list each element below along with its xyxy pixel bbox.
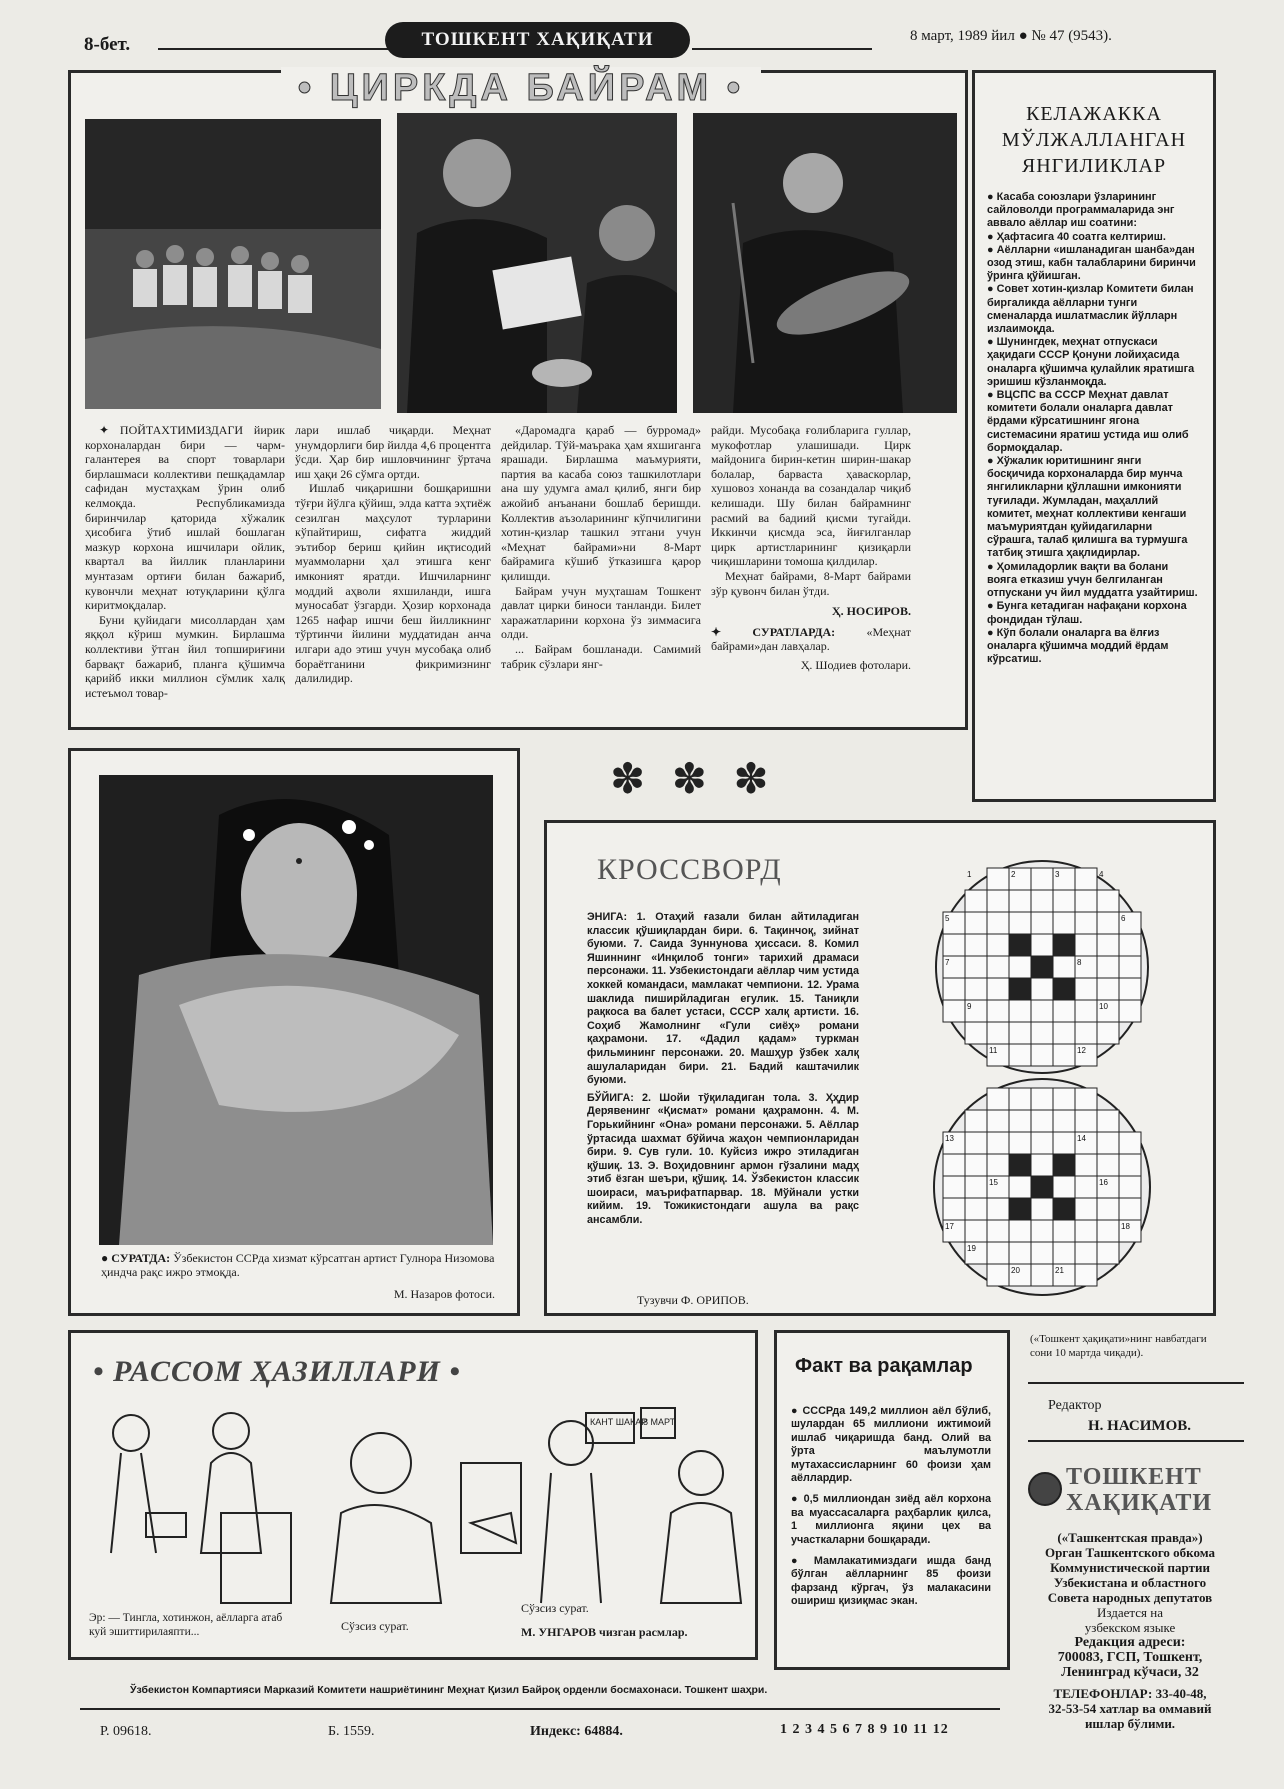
grid-number: 7 (945, 958, 950, 967)
r-code: Р. 09618. (100, 1724, 152, 1739)
news-sidebar (972, 70, 1216, 802)
grid-cell (943, 934, 965, 956)
fact-item: ● Мамлакатимиздаги ишда банд бўлган аёлларнинг 85 фоизи фарзанд кўргач, ўз малакасини ошириш қизиқмас экан. (791, 1555, 991, 1609)
crossword-grid (907, 859, 1177, 1299)
grid-cell (1009, 956, 1031, 978)
crossword-grid-graphic (907, 859, 1177, 1299)
circus-column-3 (501, 423, 701, 671)
grid-cell (965, 1110, 987, 1132)
grid-cell (987, 1242, 1009, 1264)
crossword-title: КРОССВОРД (597, 853, 782, 886)
grid-number: 8 (1077, 958, 1082, 967)
grid-cell (1031, 868, 1053, 890)
circus-column-4 (711, 423, 911, 673)
crossword-block (544, 820, 1216, 1316)
circus-column-1 (85, 423, 285, 700)
portrait-caption (101, 1251, 495, 1279)
grid-cell (987, 1154, 1009, 1176)
circus-paragraph: «Даромадга қараб — бурромад» дейдилар. Тўй-маърака ҳам яхшиганга ярашади. Бирлашма маъмурияти, партия ва касаба союз ташкилотлари ана шу удумга амал қилиб, янги бир ажойиб анъанани бошлаб беришди. Коллектив аъзоларининг кўпчилигини хотин-қизлар ташкил этгани учун «Меҳнат байрами»ни 8-Март байрамига кўшиб ўтказишга қарор қилишди. (501, 423, 701, 583)
index-code: Индекс: 64884. (530, 1724, 623, 1739)
grid-cell (1053, 1000, 1075, 1022)
grid-cell (1053, 1154, 1075, 1176)
masthead-rule-right (692, 48, 872, 50)
grid-cell (987, 1088, 1009, 1110)
down-clues (587, 1092, 859, 1228)
grid-cell (1053, 1198, 1075, 1220)
grid-cell (1097, 1242, 1119, 1264)
grid-cell (1075, 1154, 1097, 1176)
grid-number: 6 (1121, 914, 1126, 923)
photo-children-on-stage (85, 119, 381, 409)
grid-cell (987, 956, 1009, 978)
imprint-rule (80, 1708, 1000, 1710)
grid-cell (1075, 890, 1097, 912)
grid-cell (1075, 1110, 1097, 1132)
circus-caption (711, 625, 911, 654)
grid-cell (1097, 912, 1119, 934)
grid-cell (1097, 1220, 1119, 1242)
grid-number: 2 (1011, 870, 1016, 879)
grid-cell (1031, 1132, 1053, 1154)
grid-cell (1097, 1198, 1119, 1220)
grid-cell (1031, 1088, 1053, 1110)
grid-cell (943, 1198, 965, 1220)
page-number: 8-бет. (84, 34, 131, 55)
grid-cell (1053, 1242, 1075, 1264)
grid-cell (943, 1176, 965, 1198)
grid-cell (1097, 956, 1119, 978)
grid-cell (1097, 1132, 1119, 1154)
down-text: 2. Шойи тўқиладиган тола. 3. Ҳҳдир Дерявенинг «Қисмат» романи қаҳрамонн. 4. М. Горькийнинг «Она» романи персонажи. 5. Аёллар ўртасида шахмат бўйича жаҳон чемпионларидан бири. 9. Сув гули. 10. Куйсиз ижро этиладиган қўшиқ. 13. Э. Воҳидовнинг армон гўзалини мадҳ этиб ёзган шеъри, қўшиқ. 14. Ўзбекистон классик шоираси, маърифатпарвар. 18. Мўйнали устки кийим. 19. Тожикистондаги ашула ва рақс ансамбли. (587, 1091, 859, 1227)
portrait-block (68, 748, 520, 1316)
grid-cell (1053, 1110, 1075, 1132)
news-list (987, 191, 1201, 666)
grid-cell (1053, 1176, 1075, 1198)
caption-label: ● СУРАТДА: (101, 1251, 171, 1265)
grid-cell (1075, 1176, 1097, 1198)
news-item: ● Кўп болали оналарга ва ёлғиз оналарга қўшимча моддий ёрдам кўрсатиш. (987, 627, 1201, 667)
grid-cell (1097, 1154, 1119, 1176)
grid-cell (1031, 1000, 1053, 1022)
across-clues (587, 911, 859, 1088)
grid-cell (1009, 1044, 1031, 1066)
print-ticks: 1 2 3 4 5 6 7 8 9 10 11 12 (780, 1722, 949, 1737)
handshake-photo-graphic (397, 113, 677, 413)
grid-cell (1119, 1154, 1141, 1176)
grid-cell (1031, 956, 1053, 978)
across-label: ЭНИГА: (587, 911, 628, 923)
grid-cell (1031, 912, 1053, 934)
cartoon-caption-2: Сўзсиз сурат. (341, 1619, 409, 1633)
grid-cell (1053, 956, 1075, 978)
circus-article (68, 67, 968, 730)
grid-cell (1009, 978, 1031, 1000)
grid-number: 9 (967, 1002, 972, 1011)
grid-number: 19 (967, 1244, 976, 1253)
cartoon-caption-3: Сўзсиз сурат. (521, 1601, 589, 1615)
grid-number: 13 (945, 1134, 954, 1143)
grid-cell (1119, 1198, 1141, 1220)
photo-credit: Ҳ. Шодиев фотолари. (800, 657, 911, 672)
portrait-credit: М. Назаров фотоси. (393, 1287, 495, 1301)
cartoon-sign-1: КАНТ ШАКАР (590, 1417, 648, 1427)
lang-line: Издается на (1096, 1605, 1163, 1620)
circus-author: Ҳ. НОСИРОВ. (831, 604, 911, 619)
grid-cell (1053, 934, 1075, 956)
circus-paragraph: лари ишлаб чиқарди. Меҳнат унумдорлиги бир йилда 4,6 процентга ўсди. Ҳар бир ишловчининг ўртача иш ҳақи 26 сўмга ортди. (295, 423, 491, 481)
grid-cell (1009, 1132, 1031, 1154)
grid-cell (987, 934, 1009, 956)
grid-cell (1053, 1088, 1075, 1110)
grid-cell (1119, 1132, 1141, 1154)
news-item: ● Аёлларни «ишланадиган шанба»дан озод этиш, кабн талабларини биринчи ўринга қўйишган. (987, 244, 1201, 284)
circus-paragraph: райди. Мусобақа ғолибларига гуллар, мукофотлар улашишади. Цирк майдонига бирин-кетин ширин-шакар болалар, барваста ҳаваскорлар, хушовоз хонанда ва созандалар чиқиб келишади. Шу билан байрамнинг расмий ва бадиий қисми тугайди. Иккинчи қисмда эса, йиғилганлар цирк артистларининг қизиқарли чиқишларини томоша қилдилар. (711, 423, 911, 569)
cartoon-sign-2: 8 МАРТ (643, 1417, 676, 1427)
grid-cell (1031, 1176, 1053, 1198)
editor-label: Редактор (1048, 1398, 1102, 1413)
caption-text: Ўзбекистон ССРда хизмат кўрсатган артист Гулнора Низомова ҳиндча рақс ижро этмоқда. (101, 1251, 495, 1280)
grid-cell (1053, 1044, 1075, 1066)
grid-cell (987, 890, 1009, 912)
grid-cell (1009, 1242, 1031, 1264)
circus-column-2 (295, 423, 491, 686)
grid-cell (965, 1220, 987, 1242)
crossword-compiler: Тузувчи Ф. ОРИПОВ. (637, 1293, 749, 1307)
phones-line: ТЕЛЕФОНЛАР: 33-40-48, (1053, 1686, 1207, 1701)
children-photo-graphic (85, 119, 381, 409)
grid-cell (1009, 890, 1031, 912)
grid-cell (1009, 1154, 1031, 1176)
masthead-title (385, 22, 690, 58)
grid-cell (1119, 1000, 1141, 1022)
grid-cell (987, 1220, 1009, 1242)
grid-number: 18 (1121, 1222, 1130, 1231)
grid-number: 3 (1055, 870, 1060, 879)
editor-name: Н. НАСИМОВ. (1088, 1418, 1192, 1434)
grid-cell (1119, 1176, 1141, 1198)
grid-cell (1031, 1220, 1053, 1242)
editor-block (1028, 1382, 1244, 1442)
grid-number: 16 (1099, 1178, 1108, 1187)
grid-number: 4 (1099, 870, 1104, 879)
grid-cell (987, 912, 1009, 934)
grid-cell (1009, 912, 1031, 934)
grid-cell (1119, 934, 1141, 956)
grid-cell (1009, 1022, 1031, 1044)
grid-number: 20 (1011, 1266, 1020, 1275)
grid-number: 14 (1077, 1134, 1086, 1143)
grid-number: 11 (989, 1046, 998, 1055)
phones-line: ишлар бўлими. (1084, 1716, 1176, 1731)
grid-cell (1119, 956, 1141, 978)
decorative-stars: ✽ ✽ ✽ (610, 757, 777, 803)
grid-cell (1075, 1242, 1097, 1264)
guitarist-photo-graphic (693, 113, 957, 413)
grid-cell (1031, 1264, 1053, 1286)
news-item: ● ВЦСПС ва СССР Меҳнат давлат комитети болали оналарга давлат ёрдами кўрсатишнинг ягона системасини яратиш устида иш олиб бормоқдалар. (987, 389, 1201, 455)
circus-headline: • ЦИРКДА БАЙРАМ • (281, 67, 761, 110)
circus-paragraph: Буни қуйидаги мисоллардан ҳам яққол кўриш мумкин. Бирлашма коллективи ўтган йил топшириғини барвақт бажариб, планга қўшимча қарийб икки миллион сўмлик халқ истеъмол товар- (85, 612, 285, 700)
grid-cell (965, 1022, 987, 1044)
masthead-title-text: ТОШКЕНТ ХАҚИҚАТИ (421, 29, 654, 50)
imprint-line: Ўзбекистон Компартияси Марказий Комитети нашриётининг Меҳнат Қизил Байроқ орденли босмахонаси. Тошкент шаҳри. (130, 1684, 768, 1696)
grid-cell (1053, 1022, 1075, 1044)
grid-cell (1009, 1088, 1031, 1110)
grid-cell (1009, 1198, 1031, 1220)
grid-cell (987, 868, 1009, 890)
crossword-clues (587, 911, 859, 1228)
grid-cell (965, 890, 987, 912)
grid-cell (943, 1154, 965, 1176)
grid-number: 10 (1099, 1002, 1108, 1011)
logo-line-1: ТОШКЕНТ (1066, 1464, 1202, 1490)
facts-title: Факт ва рақамлар (795, 1355, 973, 1377)
across-text: 1. Отаҳий ғазали билан айтиладиган классик қўшиқлардан бири. 6. Тақинчоқ, зийнат буюми. 7. Саида Зуннунова ҳиссаси. 8. Комил Яшиннинг «Инқилоб тонги» тарихий драмаси персонажи. 11. Узбекистондаги аёллар чим устида хоккей командаси, мамлакат чемпиони. 12. Урама шаклида пиширйладиган егулик. 15. Таниқли рақкоса ва балет устаси, СССР халқ артисти. 16. Соҳиб Жамолнинг «Гули сиёҳ» романи қаҳрамони. 17. «Дадил қадам» туркман фильмининг персонажи. 20. Машҳур ўзбек халқ ашулаларидан бири. 21. Бадий каштачилик буюми. (587, 911, 860, 1087)
grid-cell (1031, 934, 1053, 956)
grid-cell (987, 1022, 1009, 1044)
news-title (975, 101, 1213, 179)
news-item: ● Бунга кетадиган нафақани корхона фондидан тўлаш. (987, 600, 1201, 626)
ru-line: Коммунистической партии (1050, 1560, 1210, 1575)
news-title-line: ЯНГИЛИКЛАР (1021, 155, 1167, 177)
grid-cell (965, 912, 987, 934)
caption-label: ✦ СУРАТЛАРДА: (711, 624, 836, 639)
grid-cell (965, 1132, 987, 1154)
grid-cell (1097, 890, 1119, 912)
grid-cell (943, 978, 965, 1000)
grid-cell (987, 978, 1009, 1000)
grid-cell (1119, 978, 1141, 1000)
grid-cell (1075, 868, 1097, 890)
phones-line: 32-53-54 хатлар ва оммавий (1048, 1701, 1212, 1716)
grid-cell (1075, 1198, 1097, 1220)
news-item: ● Ҳафтасига 40 соатга келтириш. (987, 231, 1201, 244)
grid-cell (1075, 1220, 1097, 1242)
grid-cell (1097, 978, 1119, 1000)
address-line: Ленинград кўчаси, 32 (1061, 1665, 1199, 1680)
ru-title: («Ташкентская правда») (1057, 1530, 1203, 1545)
grid-cell (965, 1198, 987, 1220)
grid-cell (965, 956, 987, 978)
grid-number: 12 (1077, 1046, 1086, 1055)
grid-cell (1097, 1110, 1119, 1132)
b-code: Б. 1559. (328, 1724, 375, 1739)
facts-block (774, 1330, 1010, 1670)
issue-date: 8 март, 1989 йил ● № 47 (9543). (910, 28, 1112, 44)
grid-cell (965, 978, 987, 1000)
grid-cell (1053, 912, 1075, 934)
next-issue-note: («Тошкент ҳақиқати»нинг навбатдаги сони 10 мартда чиқади). (1030, 1333, 1207, 1360)
grid-cell (965, 934, 987, 956)
grid-cell (1009, 1220, 1031, 1242)
down-label: БЎЙИГА: (587, 1091, 634, 1104)
grid-cell (987, 1132, 1009, 1154)
address-line: 700083, ГСП, Тошкент, (1057, 1650, 1203, 1665)
fact-item: ● 0,5 миллиондан зиёд аёл корхона ва муассасаларга раҳбарлик қилса, 1 миллионга яқини цех ва участкаларни бошқаради. (791, 1493, 991, 1547)
grid-cell (1053, 1220, 1075, 1242)
grid-cell (1031, 1022, 1053, 1044)
grid-number: 21 (1055, 1266, 1064, 1275)
grid-cell (1009, 1000, 1031, 1022)
news-item: ● Ҳомиладорлик вақти ва болани вояга етказиш учун белгиланган отпускани уч йил муддатга узайтириш. (987, 561, 1201, 601)
cartoon-drawings (81, 1403, 751, 1613)
grid-cell (1031, 1154, 1053, 1176)
grid-cell (1009, 1176, 1031, 1198)
address-label: Редакция адреси: (1074, 1635, 1186, 1650)
news-item: ● Касаба союзлари ўзларининг сайловолди программаларида энг аввало аёллар иш соатини: (987, 191, 1201, 231)
ru-line: Орган Ташкентского обкома (1044, 1545, 1216, 1560)
grid-cell (1097, 934, 1119, 956)
masthead (80, 22, 1180, 62)
grid-cell (1053, 1132, 1075, 1154)
grid-cell (1053, 890, 1075, 912)
ru-line: Узбекистана и областного (1053, 1575, 1207, 1590)
grid-cell (1053, 978, 1075, 1000)
lang-line: узбекском языке (1084, 1620, 1176, 1635)
portrait-photo (99, 775, 493, 1245)
logo-line-2: ХАҚИҚАТИ (1066, 1490, 1213, 1516)
order-badge-icon (1028, 1472, 1062, 1506)
grid-cell (1075, 1022, 1097, 1044)
cartoon-caption-1: Эр: — Тингла, хотинжон, аёлларга атаб куй эшиттирилаяпти... (89, 1612, 283, 1639)
circus-paragraph: ... Байрам бошланади. Самимий табрик сўзлари янг- (501, 641, 701, 671)
news-item: ● Шунингдек, меҳнат отпускаси ҳақидаги СССР Қонуни лойиҳасида оналарга қўшимча қулайлик яратишга эришиш кўзланмоқда. (987, 336, 1201, 389)
grid-cell (965, 1176, 987, 1198)
circus-paragraph: Меҳнат байрами, 8-Март байрами зўр қувонч билан ўтди. (711, 568, 911, 598)
grid-cell (1009, 934, 1031, 956)
photo-award-handshake (397, 113, 677, 413)
grid-cell (1031, 1198, 1053, 1220)
grid-cell (1075, 1000, 1097, 1022)
grid-cell (1031, 978, 1053, 1000)
grid-cell (987, 1000, 1009, 1022)
news-item: ● Хўжалик юритишнинг янги босқичида корхоналарда бир мунча янгиликларни қўллашни имконияти туғилади. Жумладан, маҳаллий комитет, меҳнат коллективи кенгаши маъмуриятдан қуйидагиларни сўрашга, талаб қилишга ва турмушга татбиқ этишга ҳақлидирлар. (987, 455, 1201, 561)
grid-cell (1075, 978, 1097, 1000)
dancer-photo-graphic (99, 775, 493, 1245)
circus-paragraph: Байрам учун муҳташам Тошкент давлат цирки биноси танланди. Билет харажатларини корхона ўз зиммасига олди. (501, 583, 701, 642)
grid-number: 17 (945, 1222, 954, 1231)
grid-cell (1075, 1264, 1097, 1286)
grid-cell (943, 1000, 965, 1022)
publisher-info (1010, 1530, 1250, 1731)
grid-cell (1075, 912, 1097, 934)
facts-list (791, 1405, 991, 1609)
grid-cell (965, 1154, 987, 1176)
circus-paragraph: ✦ ПОЙТАХТИМИЗДАГИ йирик корхоналардан бири — чарм-галантерея ва спорт товарлари бирлашмаси коллективи пешқадамлар сафидан мустаҳкам ўрин олиб келмоқда. Республикамизда биринчилар қаторида хўжалик ҳисобига ўтиб ишлай бошлаган мазкур корхона ишчилари ойлик, квартал ва йиллик планларини мунтазам ортиғи билан бажариб, кувончли меҳнат ютуқларини қўлга киритмоқдалар. (85, 423, 285, 613)
grid-cell (1031, 1044, 1053, 1066)
grid-cell (1031, 1110, 1053, 1132)
fact-item: ● СССРда 149,2 миллион аёл бўлиб, шулардан 65 миллиони ижтимоий ишлаб чиқаришда банд. Олий ва ўрта маълумотли мутахассисларнинг 60 фоизи ҳам аёллардир. (791, 1405, 991, 1485)
cartoons-headline: • РАССОМ ҲАЗИЛЛАРИ • (93, 1355, 461, 1388)
news-title-line: МЎЛЖАЛЛАНГАН (1001, 129, 1187, 151)
cartoons-block (68, 1330, 758, 1660)
news-title-line: КЕЛАЖАККА (1026, 103, 1162, 125)
grid-cell (1031, 890, 1053, 912)
news-item: ● Совет хотин-қизлар Комитети билан биргаликда аёлларни тунги сменаларда ишлатмаслик йўлларн излаимоқда. (987, 283, 1201, 336)
ru-line: Совета народных депутатов (1047, 1590, 1213, 1605)
grid-cell (1075, 1088, 1097, 1110)
grid-cell (1031, 1242, 1053, 1264)
grid-cell (987, 1110, 1009, 1132)
grid-number: 15 (989, 1178, 998, 1187)
newspaper-logo (1028, 1464, 1238, 1524)
grid-cell (987, 1264, 1009, 1286)
caption-text: «Меҳнат байрами»дан лавҳалар. (711, 624, 911, 654)
grid-cell (1009, 1110, 1031, 1132)
circus-paragraph: Ишлаб чиқаришни бошқаришни тўғри йўлга қўйиш, элда катта эҳтиёж сезилган маҳсулот турларини кўпайтириш, сифатга жиддий эътибор бериш қийин иқтисодий муаммоларни ҳал этишга кенг имконият яратди. Ишчиларнинг моддий аҳволи яхшиланди, ишга муносабат ўзгарди. Ҳозир корхонада 1265 нафар ишчи беш йилликнинг тўртинчи йилини муддатидан анча илгари адо этиш учун мусобақа олиб бораётганини фикримизнинг далилидир. (295, 481, 491, 686)
grid-number: 5 (945, 914, 950, 923)
photo-guitarist (693, 113, 957, 413)
grid-cell (1075, 934, 1097, 956)
grid-cell (1097, 1022, 1119, 1044)
cartoon-author: М. УНГАРОВ чизган расмлар. (521, 1625, 688, 1639)
grid-cell (987, 1198, 1009, 1220)
grid-number: 1 (967, 870, 972, 879)
